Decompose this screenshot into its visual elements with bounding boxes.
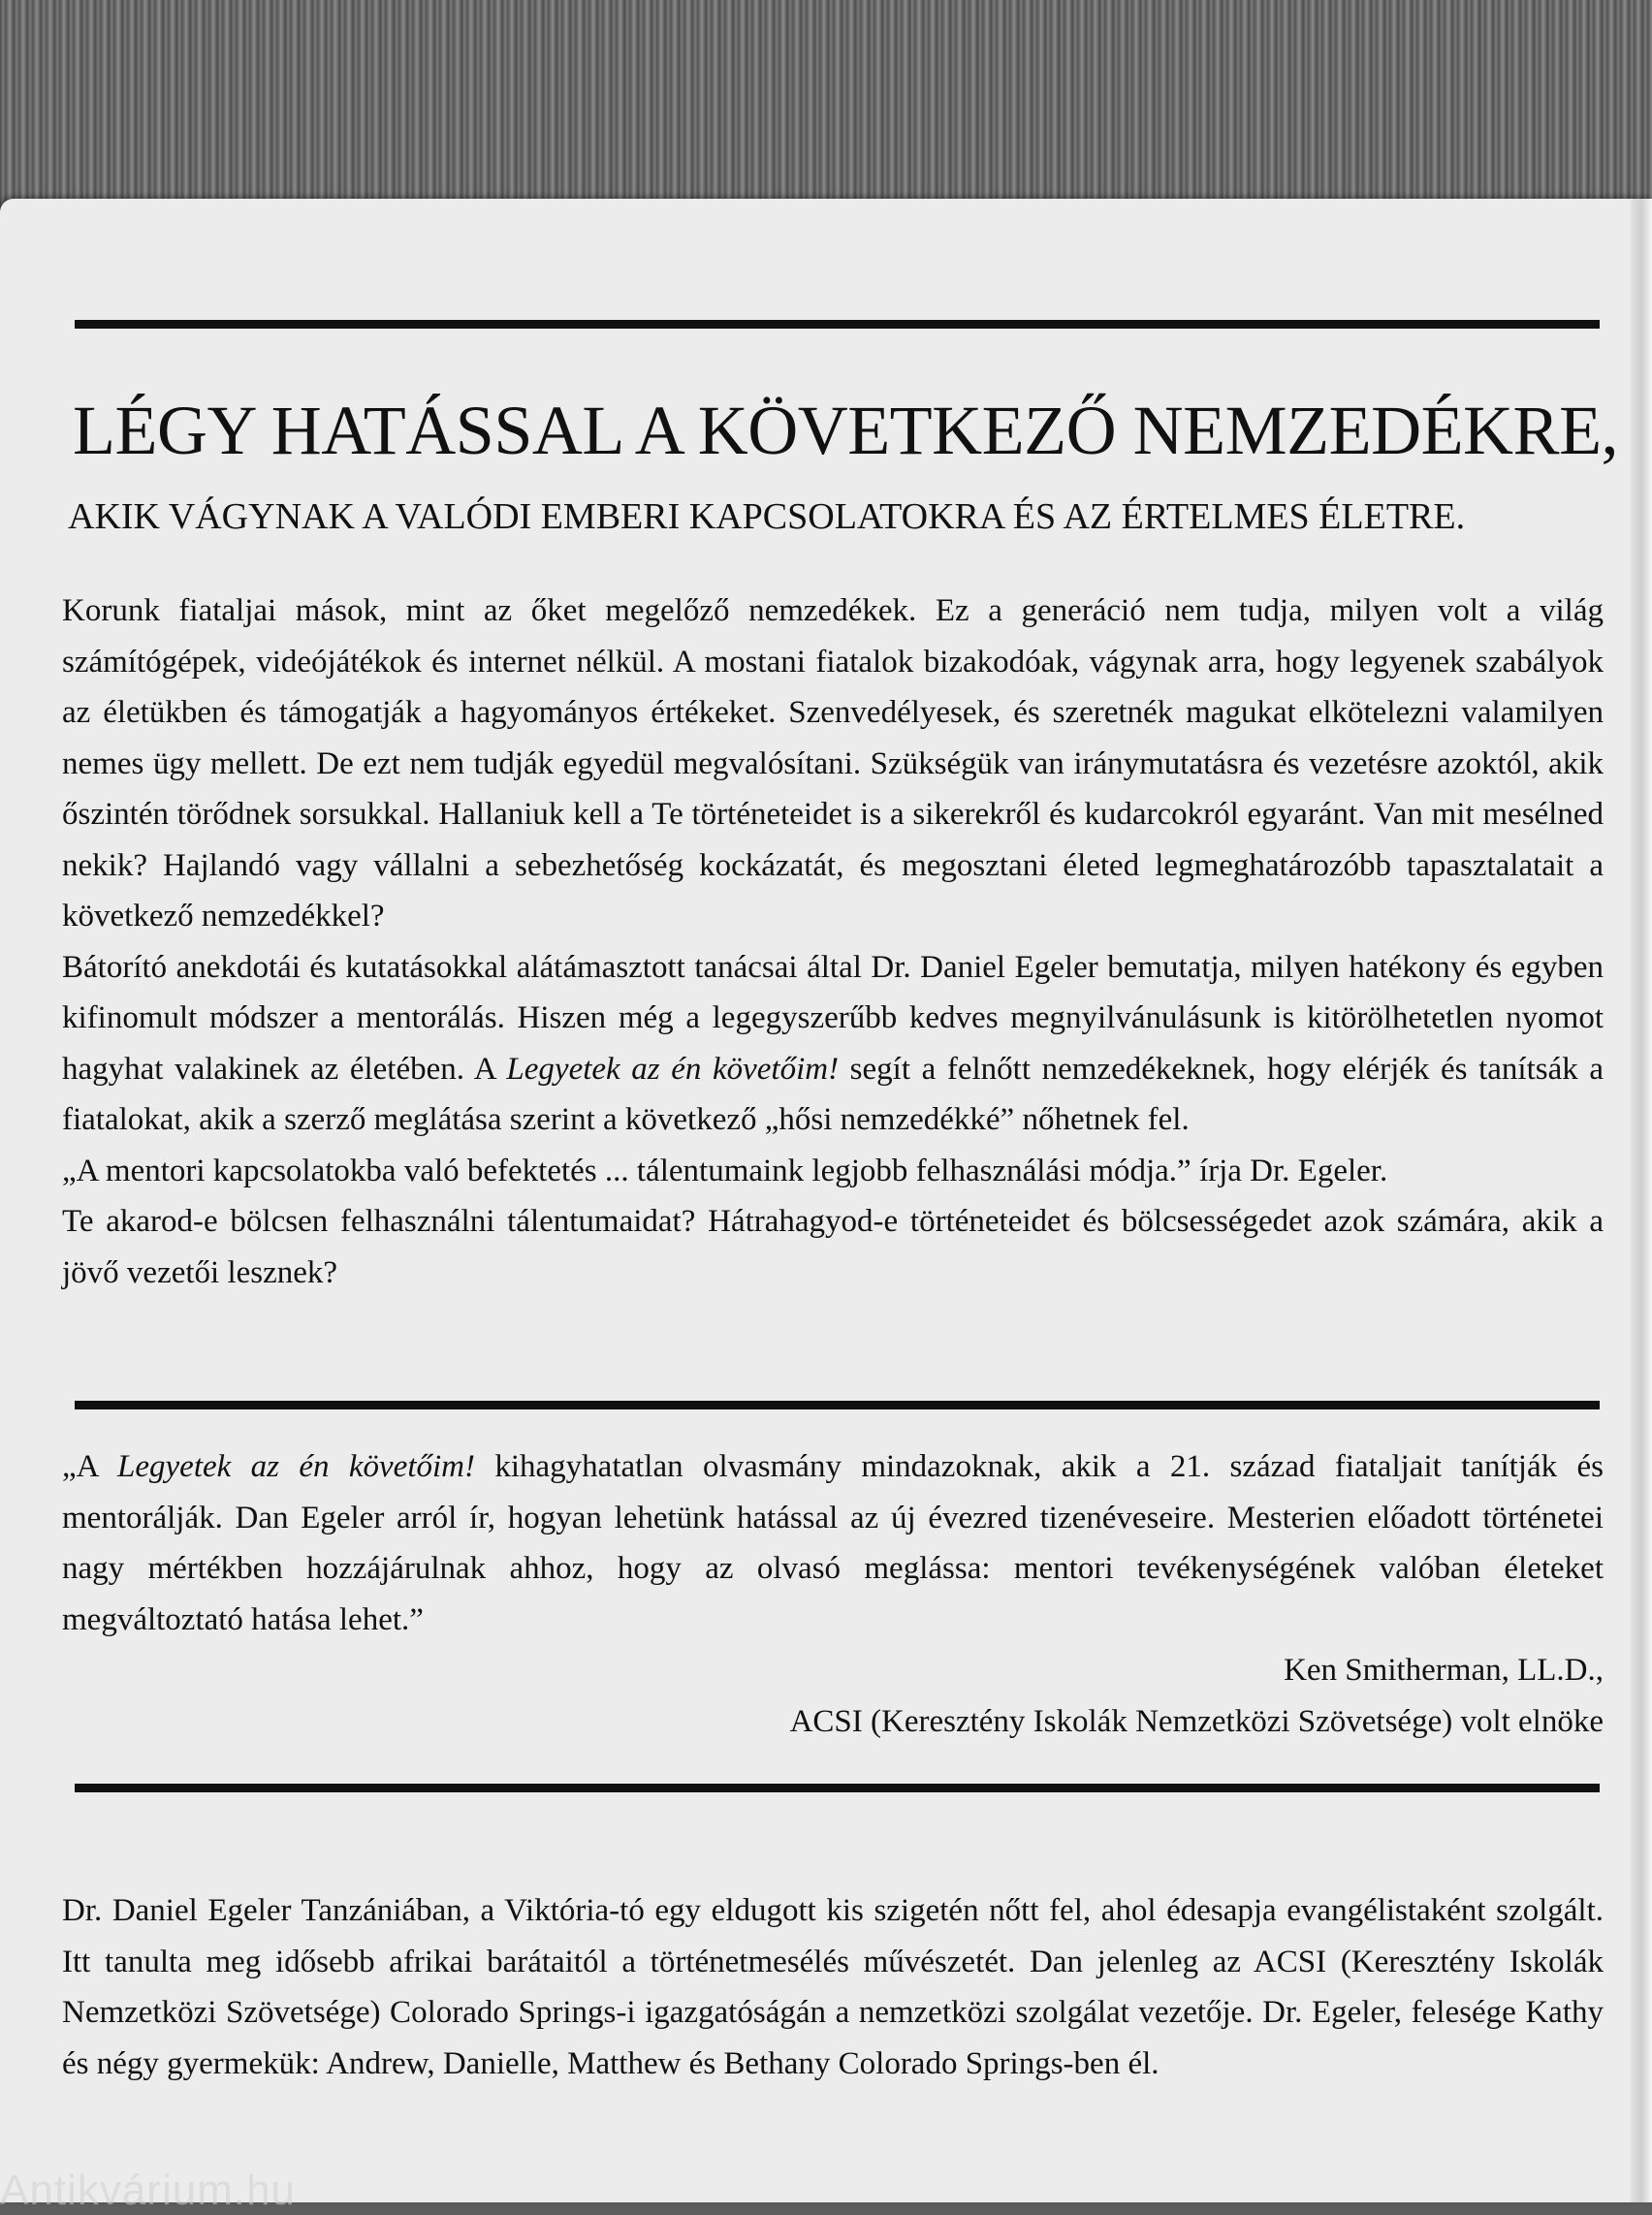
blurb-paragraph-1: Korunk fiataljai mások, mint az őket megelőző nemzedékek. Ez a generáció nem tudja, milyen volt a világ számítógépek, videójátékok és internet nélkül. A mostani fiatalok bizakodóak, vágynak arra, hogy legyenek szabályok az életükben és támogatják a hagyományos értékeket. Szenvedélyesek, és szeretnék magukat elkötelezni valamilyen nemes ügy mellett. De ezt nem tudják egyedül megvalósítani. Szükségük van iránymutatásra és vezetésre azoktól, akik őszintén törődnek sorsukkal. Hallaniuk kell a Te történeteidet is a sikerekről és kudarcokról egyaránt. Van mit mesélned nekik? Hajlandó vagy vállalni a sebezhetőség kockázatát, és megosztani életed legmeghatározóbb tapasztalatait a következő nemzedékkel? xyxy=(62,593,1604,933)
divider-top xyxy=(75,320,1600,329)
divider-middle xyxy=(75,1401,1600,1409)
sub-heading: AKIK VÁGYNAK A VALÓDI EMBERI KAPCSOLATOKRA ÉS AZ ÉRTELMES ÉLETRE. xyxy=(68,496,1466,537)
blurb-paragraph-3: „A mentori kapcsolatokba való befektetés ... tálentumaink legjobb felhasználási módja.” írja Dr. Egeler. xyxy=(62,1153,1388,1188)
blurb-paragraph-4: Te akarod-e bölcsen felhasználni tálentumaidat? Hátrahagyod-e történeteidet és bölcsességedet azok számára, akik a jövő vezetői lesznek? xyxy=(62,1204,1604,1290)
endorsement-start: „A xyxy=(62,1449,118,1484)
main-heading: LÉGY HATÁSSAL A KÖVETKEZŐ NEMZEDÉKRE, xyxy=(73,392,1619,469)
blurb-paragraph-2 xyxy=(62,942,1604,1146)
background-shelf xyxy=(0,0,1652,208)
book-title-italic: Legyetek az én követőim! xyxy=(506,1051,840,1087)
divider-bottom xyxy=(75,1784,1600,1792)
endorsement-text xyxy=(62,1441,1604,1645)
endorsement-end: kihagyhatatlan olvasmány mindazoknak, akik a 21. század fiataljait tanítják és mentorálják. Dan Egeler arról ír, hogyan lehetünk hatással az új évezred tizenéveseire. Mesterien előadott történetei nagy mértékben hozzájárulnak ahhoz, hogy az olvasó meglássa: mentori tevékenységének valóban életeket megváltoztató hatása lehet.” xyxy=(62,1449,1604,1637)
blurb-text xyxy=(62,585,1604,1298)
author-bio xyxy=(62,1885,1604,2089)
watermark: Antikvárium.hu xyxy=(0,2167,297,2214)
endorsement-book-title: Legyetek az én követőim! xyxy=(117,1449,475,1484)
endorsement xyxy=(62,1441,1604,1747)
author-bio-text: Dr. Daniel Egeler Tanzániában, a Viktória-tó egy eldugott kis szigetén nőtt fel, ahol édesapja evangélistaként szolgált. Itt tanulta meg idősebb afrikai barátaitól a történetmesélés művészetét. Dan jelenleg az ACSI (Keresztény Iskolák Nemzetközi Szövetsége) Colorado Springs-i igazgatóságán a nemzetközi szolgálat vezetője. Dr. Egeler, felesége Kathy és négy gyermekük: Andrew, Danielle, Matthew és Bethany Colorado Springs-ben él. xyxy=(62,1893,1604,2081)
blurb-paragraph-2-end: segít a felnőtt nemzedékeknek, hogy elérjék és tanítsák a fiatalokat, akik a szerző meglátása szerint a következő „hősi nemzedékké” nőhetnek fel. xyxy=(62,1051,1604,1137)
endorsement-role: ACSI (Keresztény Iskolák Nemzetközi Szövetsége) volt elnöke xyxy=(789,1703,1604,1739)
page-edge xyxy=(1631,199,1652,2202)
endorsement-author: Ken Smitherman, LL.D., xyxy=(1284,1653,1604,1688)
blurb-paragraph-2-start: Bátorító anekdotái és kutatásokkal alátámasztott tanácsai által Dr. Daniel Egeler bemutatja, milyen hatékony és egyben kifinomult módszer a mentorálás. Hiszen még a legegyszerűbb kedves megnyilvánulásunk is kitörölhetetlen nyomot hagyhat valakinek az életében. A xyxy=(62,949,1604,1087)
